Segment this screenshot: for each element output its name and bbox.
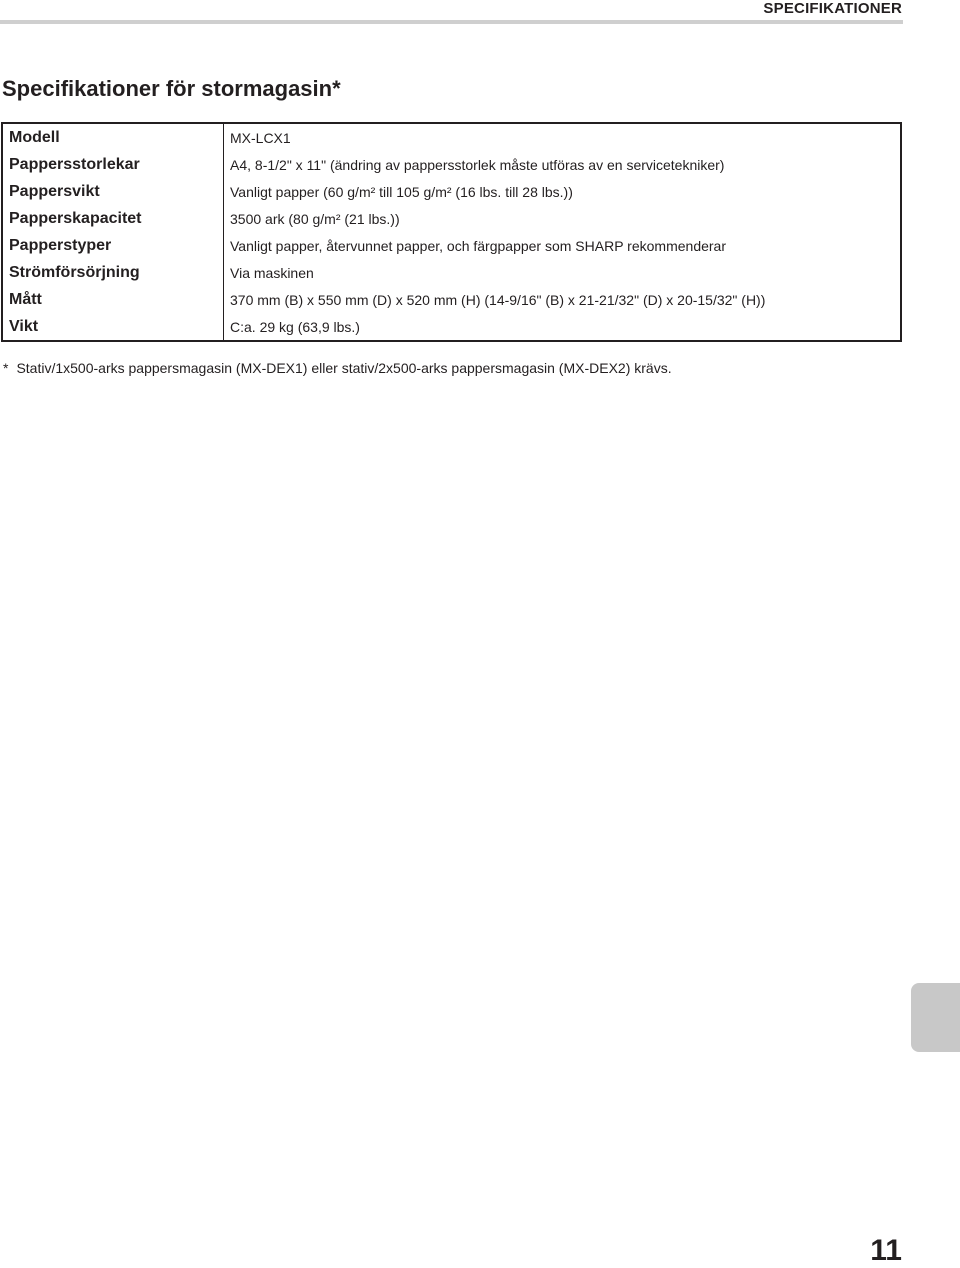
spec-value: MX-LCX1 <box>230 129 291 146</box>
spec-label: Papperskapacitet <box>2 205 224 232</box>
spec-label: Papperstyper <box>2 232 224 259</box>
table-row <box>2 313 901 341</box>
spec-label: Pappersvikt <box>2 178 224 205</box>
spec-label: Mått <box>2 286 224 313</box>
table-row <box>2 123 901 151</box>
page-title: Specifikationer för stormagasin* <box>2 76 341 101</box>
table-row <box>2 232 901 259</box>
spec-label: Pappersstorlekar <box>2 151 224 178</box>
spec-label: Modell <box>2 123 224 151</box>
spec-label: Vikt <box>2 313 224 341</box>
spec-value: A4, 8-1/2" x 11" (ändring av pappersstorlek måste utföras av en servicetekniker) <box>230 156 725 173</box>
footnote <box>3 360 672 376</box>
table-row <box>2 259 901 286</box>
spec-label: Strömförsörjning <box>2 259 224 286</box>
page-number: 11 <box>870 1234 902 1267</box>
footnote-text: Stativ/1x500-arks pappersmagasin (MX-DEX1) eller stativ/2x500-arks pappersmagasin (MX-DEX2) krävs. <box>16 360 672 376</box>
table-row <box>2 178 901 205</box>
header-rule <box>0 20 903 24</box>
spec-value: Via maskinen <box>230 264 314 281</box>
footnote-mark: * <box>3 360 9 376</box>
section-header: SPECIFIKATIONER <box>763 0 902 17</box>
spec-value: C:a. 29 kg (63,9 lbs.) <box>230 318 360 335</box>
spec-value: 370 mm (B) x 550 mm (D) x 520 mm (H) (14-9/16" (B) x 21-21/32" (D) x 20-15/32" (H)) <box>230 291 766 308</box>
spec-table <box>1 122 902 342</box>
spec-value: 3500 ark (80 g/m² (21 lbs.)) <box>230 210 400 227</box>
table-row <box>2 205 901 232</box>
spec-value: Vanligt papper, återvunnet papper, och färgpapper som SHARP rekommenderar <box>230 237 726 254</box>
table-row <box>2 286 901 313</box>
spec-value: Vanligt papper (60 g/m² till 105 g/m² (16 lbs. till 28 lbs.)) <box>230 183 573 200</box>
chapter-tab <box>911 983 960 1052</box>
table-row <box>2 151 901 178</box>
